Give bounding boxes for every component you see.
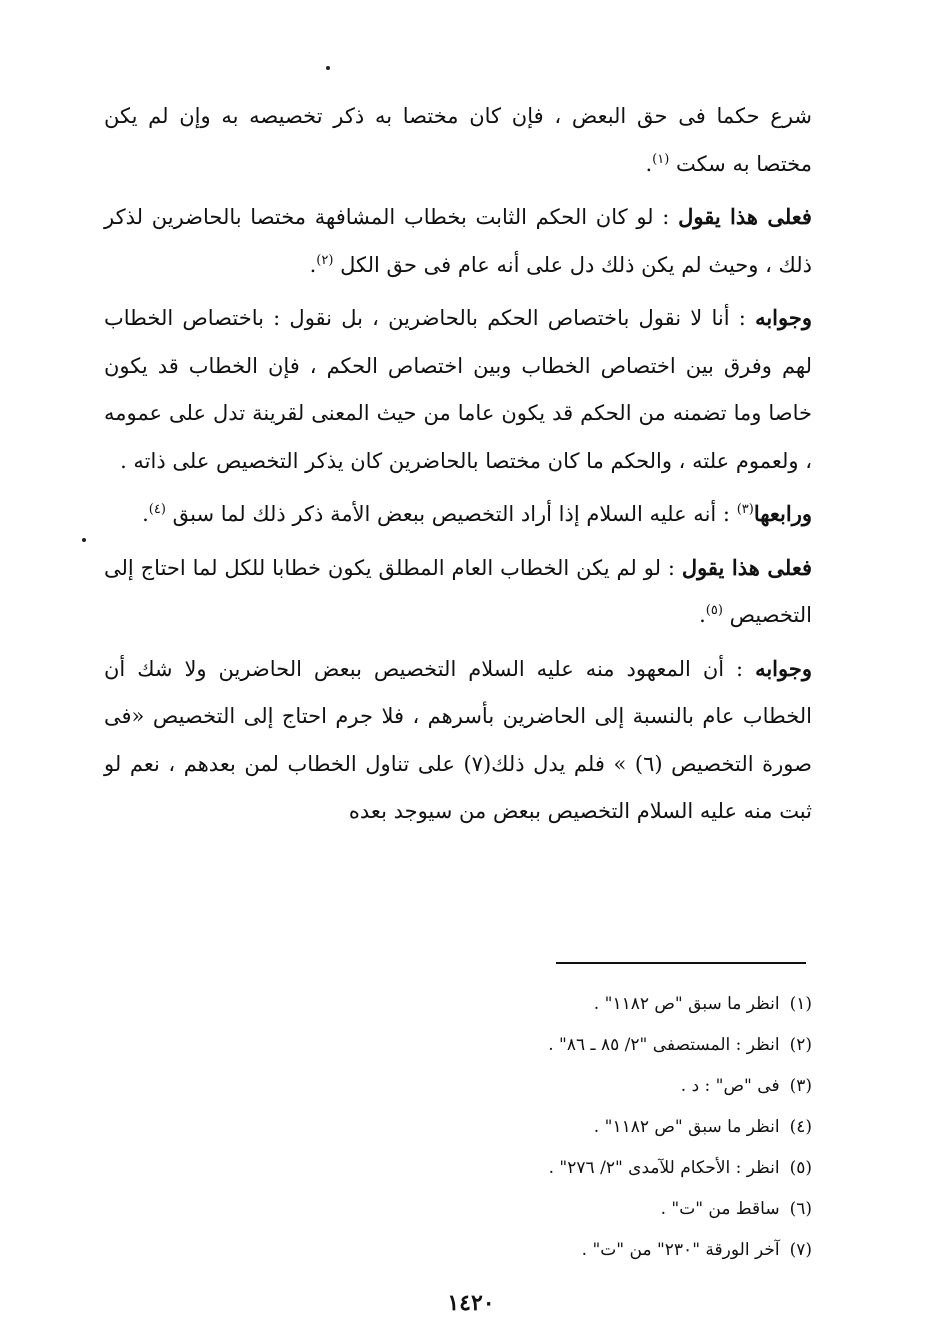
footnote-item <box>300 1025 812 1066</box>
footnote-ref: (٥) <box>705 603 723 618</box>
footnote-number: (٣) <box>789 1076 812 1096</box>
footnote-number: (٢) <box>789 1035 812 1055</box>
footnotes <box>300 984 812 1271</box>
paragraph-5 <box>104 544 812 640</box>
paragraph-end: . <box>645 151 653 176</box>
footnote-text: انظر : المستصفى "٢/ ٨٥ ـ ٨٦" . <box>548 1035 780 1055</box>
paragraph-1 <box>104 92 812 188</box>
paragraph-lead: فعلى هذا يقول <box>681 554 812 580</box>
footnote-text: فى "ص" : د . <box>680 1076 780 1096</box>
footnote-text: آخر الورقة "٢٣٠" من "ت" . <box>581 1240 780 1260</box>
paragraph-text: شرع حكما فى حق البعض ، فإن كان مختصا به ذكر تخصيصه به وإن لم يكن مختصا به سكت <box>104 104 813 176</box>
footnote-text: انظر ما سبق "ص ١١٨٢" . <box>593 994 780 1014</box>
footnote-number: (٤) <box>789 1117 812 1137</box>
paragraph-end: . <box>699 603 706 627</box>
paragraph-lead: وجوابه <box>755 305 812 330</box>
footnote-divider <box>556 962 806 964</box>
footnote-item <box>300 1189 812 1230</box>
footnote-item <box>300 1230 812 1271</box>
footnote-number: (٥) <box>789 1158 812 1178</box>
paragraph-text: : لو كان الحكم الثابت بخطاب المشافهة مختصا بالحاضرين لذكر ذلك ، وحيث لم يكن ذلك دل على أنه عام فى حق الكل <box>104 205 812 277</box>
paragraph-lead: ورابعها <box>753 501 812 526</box>
paragraph-end: . <box>142 502 149 526</box>
footnote-number: (١) <box>789 994 812 1014</box>
paragraph-2 <box>104 193 812 289</box>
paragraph-6 <box>104 645 812 836</box>
paragraph-end: . <box>309 252 317 277</box>
paragraph-text: : أنا لا نقول باختصاص الحكم بالحاضرين ، بل نقول : باختصاص الخطاب لهم وفرق بين اختصاص الخطاب وبين اختصاص الحكم ، فإن الخطاب قد يكون خاصا وما تضمنه من الحكم قد يكون عاما من حيث المعنى لقرينة تدل على عمومه ، ولعموم علته ، والحكم ما كان مختصا بالحاضرين كان يذكر التخصيص على ذاته . <box>104 306 812 473</box>
paragraph-lead: وجوابه <box>755 655 812 681</box>
footnote-ref: (٤) <box>148 502 166 517</box>
footnote-ref: (٢) <box>316 252 334 268</box>
paragraph-text: : أنه عليه السلام إذا أراد التخصيص ببعض الأمة ذكر ذلك لما سبق <box>172 502 730 526</box>
footnote-item <box>300 1148 812 1189</box>
footnote-number: (٧) <box>789 1240 812 1260</box>
footnote-item <box>300 984 812 1025</box>
footnote-text: ساقط من "ت" . <box>660 1199 780 1219</box>
footnote-item <box>300 1066 812 1107</box>
print-speck <box>326 66 330 70</box>
footnote-ref: (١) <box>652 151 670 167</box>
footnote-number: (٦) <box>789 1199 812 1219</box>
print-speck <box>82 538 86 542</box>
paragraph-text: : لو لم يكن الخطاب العام المطلق يكون خطابا للكل لما احتاج إلى التخصيص <box>104 555 812 627</box>
main-text <box>104 92 812 841</box>
paragraph-lead: فعلى هذا يقول <box>678 204 812 229</box>
footnote-ref: (٣) <box>736 502 754 517</box>
footnote-text: انظر : الأحكام للآمدى "٢/ ٢٧٦" . <box>548 1158 780 1178</box>
paragraph-text: : أن المعهود منه عليه السلام التخصيص ببعض الحاضرين ولا شك أن الخطاب عام بالنسبة إلى الحاضرين بأسرهم ، فلا جرم احتاج إلى التخصيص «فى صورة التخصيص (٦) » فلم يدل ذلك(٧) على تناول الخطاب لمن بعدهم ، نعم لو ثبت منه عليه السلام التخصيص ببعض من سيوجد بعده <box>104 656 812 823</box>
page-number: ١٤٢٠ <box>447 1290 495 1316</box>
footnote-text: انظر ما سبق "ص ١١٨٢" . <box>593 1117 780 1137</box>
footnote-item <box>300 1107 812 1148</box>
paragraph-4 <box>104 490 812 539</box>
paragraph-3 <box>104 294 812 485</box>
